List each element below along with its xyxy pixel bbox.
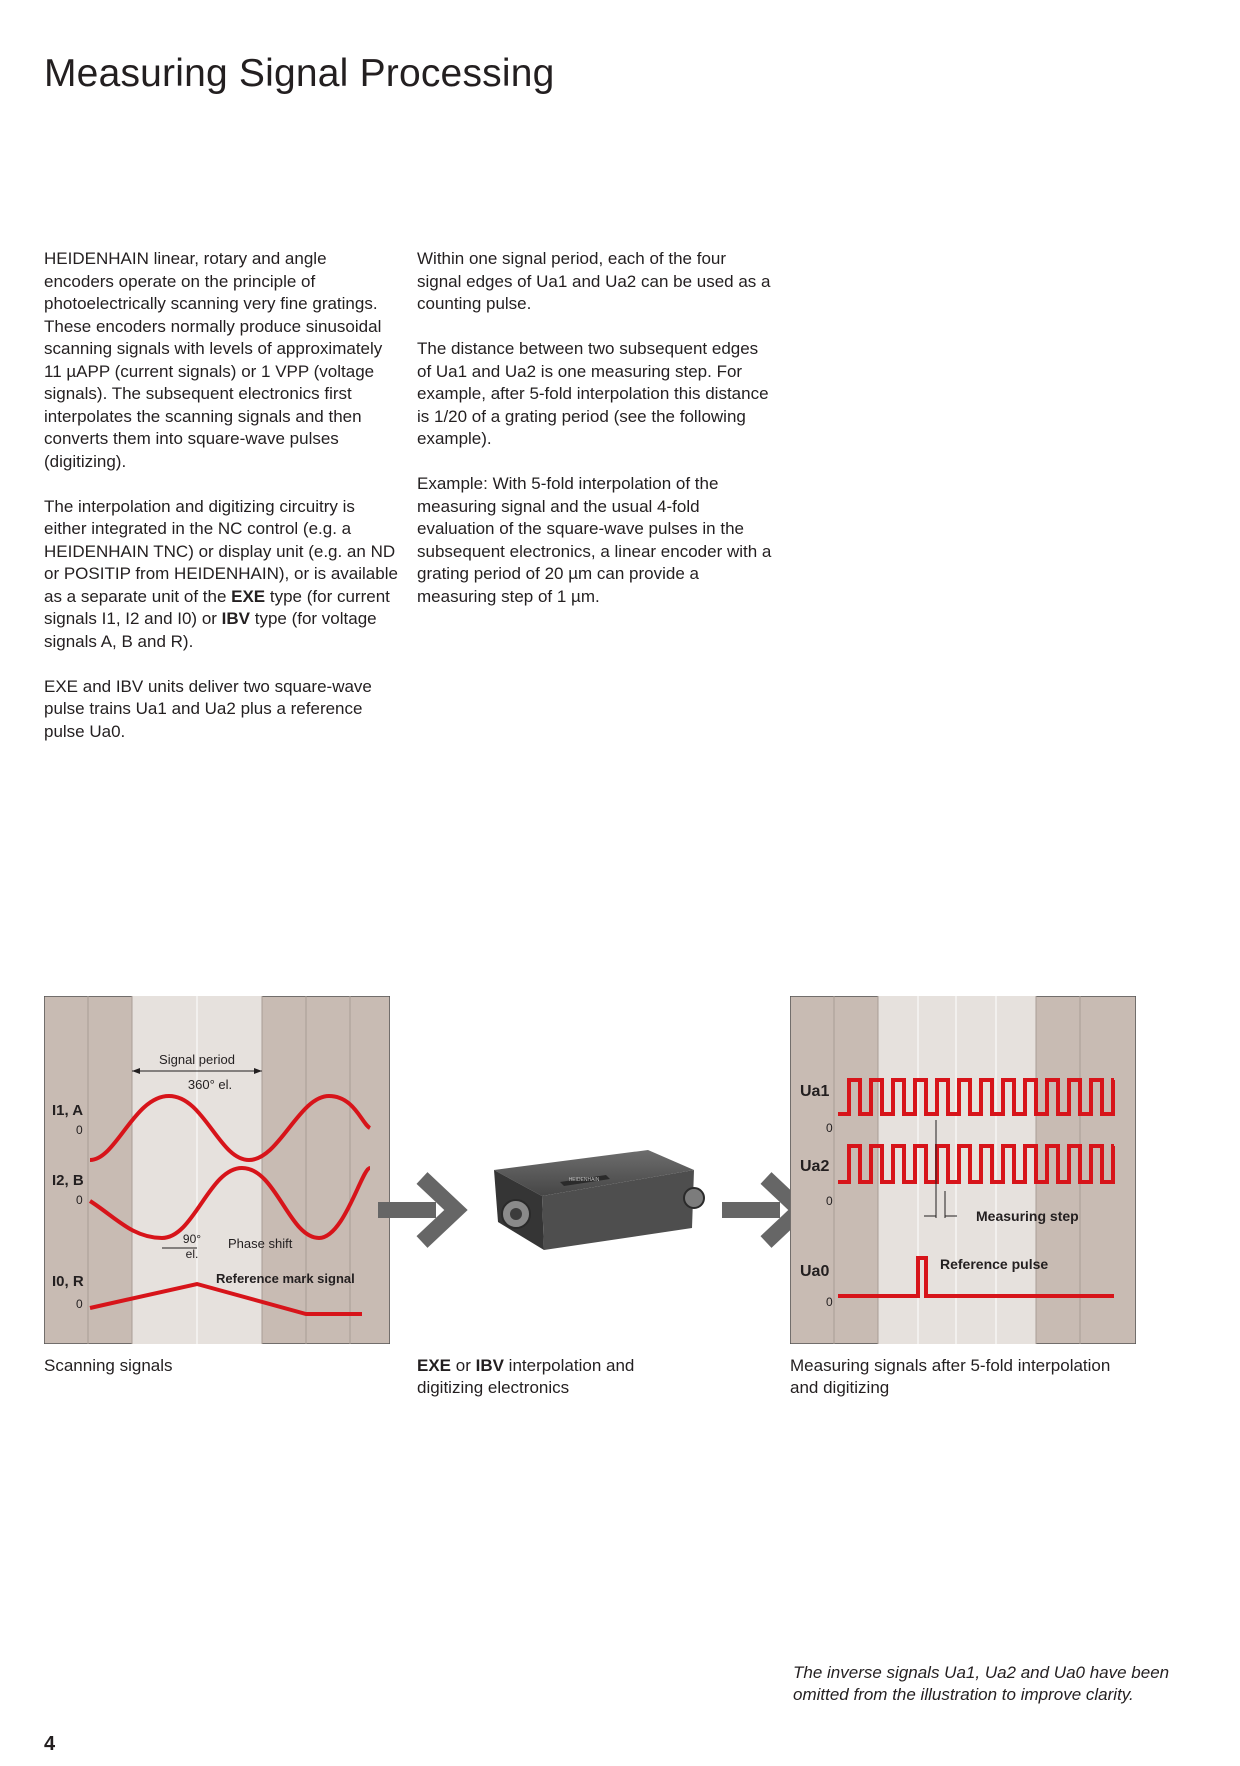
page-number: 4 xyxy=(44,1733,56,1755)
paragraph-text: type (for voltage signals A, B and R). xyxy=(44,609,377,651)
paragraph-text: The interpolation and digitizing circuitry is either integrated in the NC control (e.g. a HEIDENHAIN TNC) or display unit (e.g. an ND or POSITIP from HEIDENHAIN), or is available as a separate unit of the xyxy=(44,496,398,606)
reference-mark-label: Reference mark signal xyxy=(216,1271,355,1286)
measuring-step-label: Measuring step xyxy=(976,1208,1079,1224)
paragraph-circuitry xyxy=(44,496,399,654)
caption-text: interpolation and digitizing electronics xyxy=(417,1356,635,1397)
paragraph-encoders: HEIDENHAIN linear, rotary and angle encoders operate on the principle of photoelectrically scanning very fine gratings. These encoders normally produce sinusoidal scanning signals with levels of approximately 11 µAPP (current signals) or 1 VPP (voltage signals). The subsequent electronics first interpolates the scanning signals and then converts them into square-wave pulses (digitizing). xyxy=(44,249,383,471)
paragraph-measuring-step: The distance between two subsequent edges of Ua1 and Ua2 is one measuring step. For example, after 5-fold interpolation this distance is 1/20 of a grating period (see the following example). xyxy=(417,339,769,448)
device-label: HEIDENHAIN xyxy=(568,1177,600,1183)
ibv-term: IBV xyxy=(475,1356,504,1375)
connector-left-socket xyxy=(510,1208,522,1220)
phase-shift-label: Phase shift xyxy=(228,1236,293,1251)
interpolation-device-image xyxy=(480,1138,712,1272)
paragraph-pulse-trains: EXE and IBV units deliver two square-wave pulse trains Ua1 and Ua2 plus a reference pulse Ua0. xyxy=(44,676,372,741)
reference-pulse-label: Reference pulse xyxy=(940,1256,1049,1272)
figure2-caption xyxy=(417,1355,677,1399)
paragraph-signal-edges: Within one signal period, each of the four signal edges of Ua1 and Ua2 can be used as a counting pulse. xyxy=(417,249,771,313)
channel3-zero: 0 xyxy=(76,1297,83,1311)
connector-right xyxy=(684,1188,704,1208)
ua2-label: Ua2 xyxy=(800,1158,830,1175)
text-column-left xyxy=(44,248,399,766)
ua0-zero: 0 xyxy=(826,1295,833,1309)
period-degrees-label: 360° el. xyxy=(187,1077,233,1092)
paragraph-text: type (for current signals I1, I2 and I0) or xyxy=(44,586,390,628)
signal-period-label: Signal period xyxy=(159,1052,235,1067)
ua1-label: Ua1 xyxy=(800,1083,830,1100)
page-title: Measuring Signal Processing xyxy=(44,52,555,95)
measuring-signals-figure xyxy=(790,996,1136,1344)
text-column-right xyxy=(417,248,772,631)
phase-el-label: el. xyxy=(185,1247,199,1261)
paragraph-example: Example: With 5-fold interpolation of the measuring signal and the usual 4-fold evaluation of the square-wave pulses in the subsequent electronics, a linear encoder with a grating period of 20 µm can provide a measuring step of 1 µm. xyxy=(417,474,772,606)
ibv-term: IBV xyxy=(221,609,250,628)
ua1-zero: 0 xyxy=(826,1121,833,1135)
channel2-zero: 0 xyxy=(76,1193,83,1207)
arrow-right-icon xyxy=(376,1172,472,1248)
exe-term: EXE xyxy=(231,586,266,606)
ua0-label: Ua0 xyxy=(800,1263,830,1280)
caption-text: or xyxy=(451,1356,476,1375)
exe-term: EXE xyxy=(417,1356,452,1375)
figure1-caption: Scanning signals xyxy=(44,1356,173,1375)
inverse-signals-note: The inverse signals Ua1, Ua2 and Ua0 have been omitted from the illustration to improve clarity. xyxy=(793,1663,1170,1704)
scanning-signals-figure xyxy=(44,996,390,1344)
channel1-label: I1, A xyxy=(52,1102,84,1119)
channel2-label: I2, B xyxy=(52,1172,84,1189)
phase-degrees-label: 90° xyxy=(182,1232,202,1246)
ua2-zero: 0 xyxy=(826,1194,833,1208)
channel3-label: I0, R xyxy=(52,1273,84,1290)
figure3-caption: Measuring signals after 5-fold interpolation and digitizing xyxy=(790,1356,1111,1397)
channel1-zero: 0 xyxy=(76,1123,83,1137)
